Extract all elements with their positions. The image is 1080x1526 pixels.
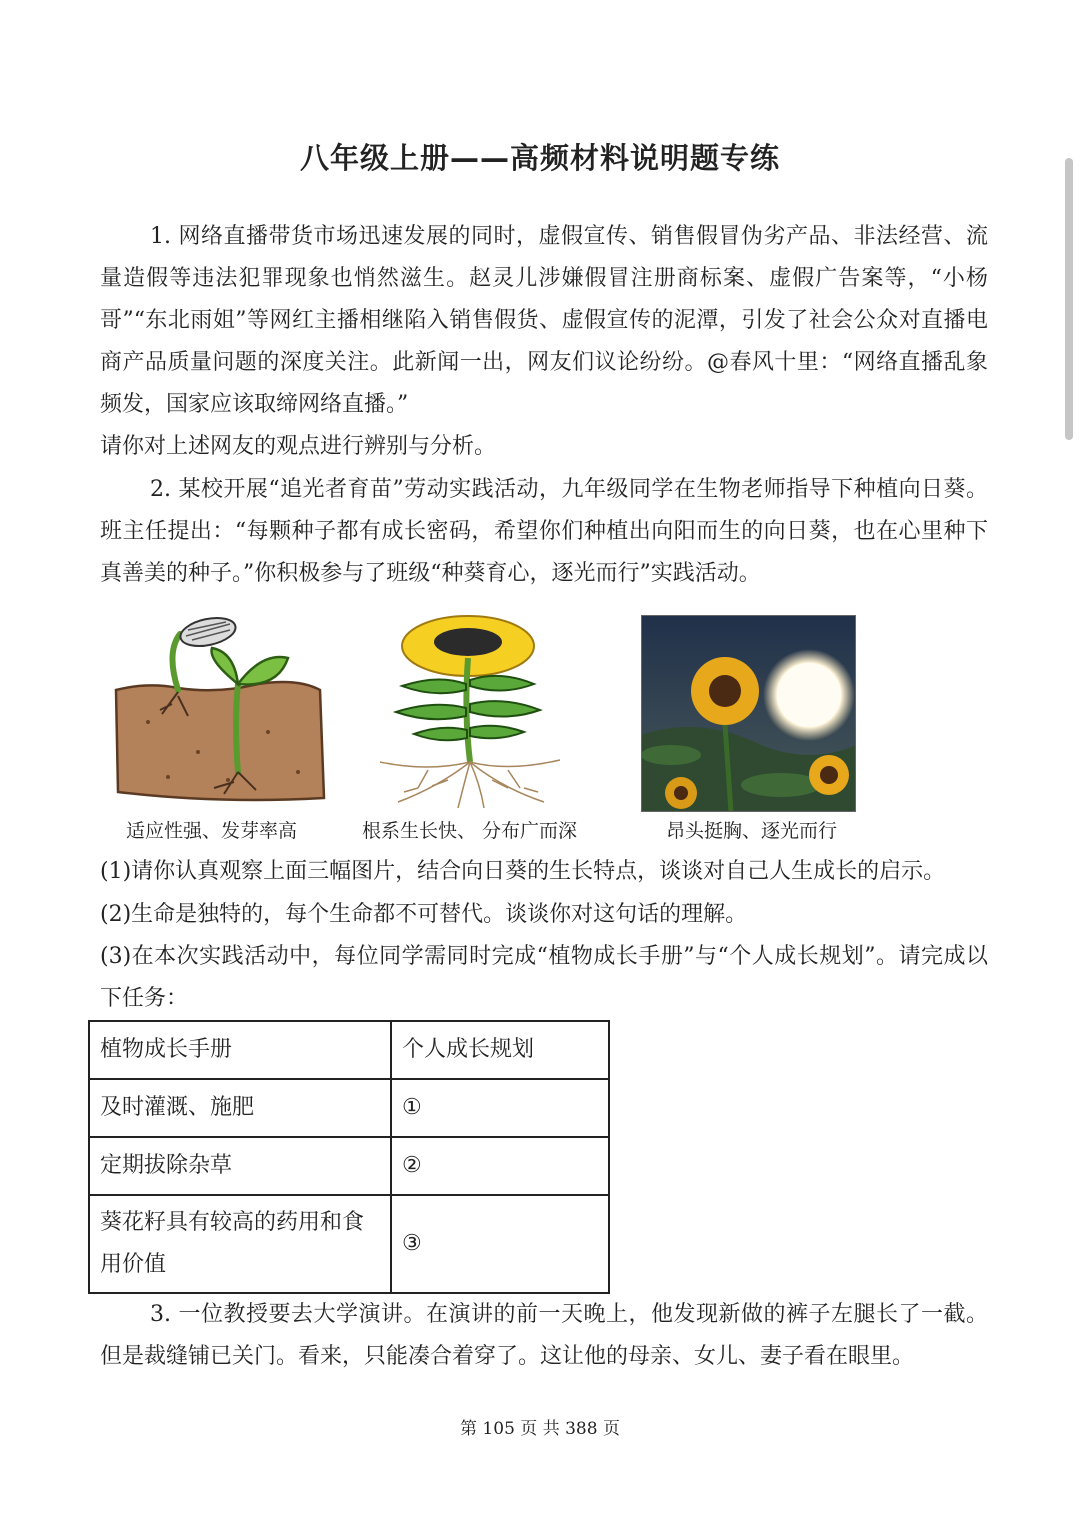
- table-header-row: [89, 1021, 609, 1079]
- table-row: [89, 1137, 609, 1195]
- caption-3: 昂头挺胸、逐光而行: [666, 820, 838, 842]
- question-1-prompt: 请你对上述网友的观点进行辨别与分析。: [100, 434, 497, 459]
- seedling-illustration: [108, 612, 328, 812]
- page-title: 八年级上册——高频材料说明题专练: [299, 141, 780, 175]
- table-cell: ③: [391, 1195, 609, 1293]
- question-2-text: 2. 某校开展“追光者育苗”劳动实践活动，九年级同学在生物老师指导下种植向日葵。班主任提出：“每颗种子都有成长密码，希望你们种植出向阳而生的向日葵，也在心里种下真善美的种子。”你积极参与了班级“种葵育心，逐光而行”实践活动。: [100, 477, 989, 586]
- table-cell: 定期拔除杂草: [89, 1137, 391, 1195]
- table-cell: ②: [391, 1137, 609, 1195]
- table-row: [89, 1079, 609, 1137]
- table-header-cell: 植物成长手册: [89, 1021, 391, 1079]
- table-header-cell: 个人成长规划: [391, 1021, 609, 1079]
- scrollbar-thumb[interactable]: [1065, 158, 1073, 440]
- sunflower-scene-image: [641, 615, 856, 812]
- question-2-sub-2: (2)生命是独特的，每个生命都不可替代。谈谈你对这句话的理解。: [100, 902, 748, 927]
- table-row: [89, 1195, 609, 1293]
- sunflower-roots-illustration: [368, 612, 568, 812]
- caption-1: 适应性强、发芽率高: [126, 820, 298, 842]
- page-number: 第 105 页 共 388 页: [460, 1419, 620, 1439]
- caption-2: 根系生长快、 分布广而深: [362, 820, 578, 842]
- question-2-sub-3: (3)在本次实践活动中，每位同学需同时完成“植物成长手册”与“个人成长规划”。请完成以下任务：: [100, 944, 988, 1011]
- table-cell: ①: [391, 1079, 609, 1137]
- question-3-text: 3. 一位教授要去大学演讲。在演讲的前一天晚上，他发现新做的裤子左腿长了一截。但是裁缝铺已关门。看来，只能凑合着穿了。这让他的母亲、女儿、妻子看在眼里。: [100, 1302, 988, 1369]
- table-cell: 葵花籽具有较高的药用和食用价值: [89, 1195, 391, 1293]
- question-1-text: 1. 网络直播带货市场迅速发展的同时，虚假宣传、销售假冒伪劣产品、非法经营、流量造假等违法犯罪现象也悄然滋生。赵灵儿涉嫌假冒注册商标案、虚假广告案等，“小杨哥”“东北雨姐”等网红主播相继陷入销售假货、虚假宣传的泥潭，引发了社会公众对直播电商产品质量问题的深度关注。此新闻一出，网友们议论纷纷。@春风十里：“网络直播乱象频发，国家应该取缔网络直播。”: [100, 224, 988, 417]
- question-2-sub-1: (1)请你认真观察上面三幅图片，结合向日葵的生长特点，谈谈对自己人生成长的启示。: [100, 859, 946, 884]
- growth-task-table: [88, 1020, 610, 1294]
- table-cell: 及时灌溉、施肥: [89, 1079, 391, 1137]
